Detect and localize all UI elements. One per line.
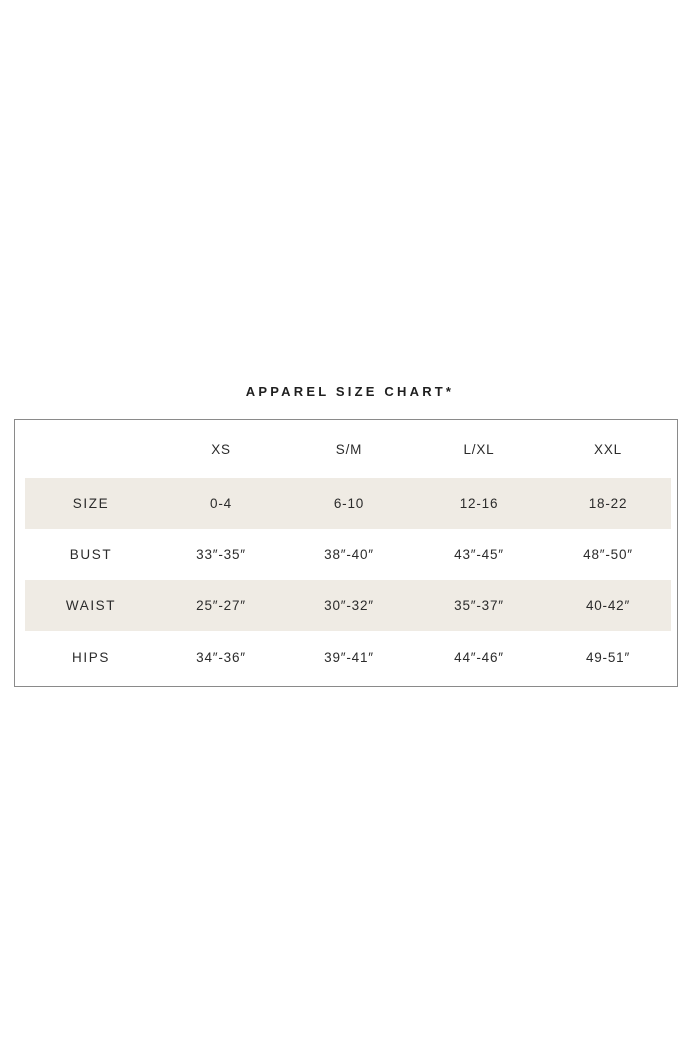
bust-xxl-value: 48″-50″ (583, 547, 633, 562)
waist-xs-value: 25″-27″ (196, 598, 246, 613)
bust-xs-value: 33″-35″ (196, 547, 246, 562)
header-xs: XS (211, 442, 231, 457)
hips-xxl-value: 49-51″ (585, 650, 631, 665)
table-row-size (25, 478, 671, 529)
table-row-waist (25, 580, 671, 631)
bust-lxl-value: 43″-45″ (454, 547, 504, 562)
size-chart-title: APPAREL SIZE CHART* (245, 384, 455, 399)
waist-lxl-value: 35″-37″ (454, 598, 504, 613)
row-label-waist: WAIST (65, 598, 117, 613)
header-row (25, 424, 671, 475)
hips-lxl-value: 44″-46″ (454, 650, 504, 665)
table-row-bust (25, 529, 671, 580)
size-xs-value: 0-4 (210, 496, 232, 511)
waist-sm-value: 30″-32″ (324, 598, 374, 613)
row-label-bust: BUST (69, 547, 113, 562)
header-sm: S/M (335, 442, 363, 457)
header-lxl: L/XL (463, 442, 495, 457)
waist-xxl-value: 40-42″ (585, 598, 631, 613)
header-blank-cell (25, 424, 157, 475)
hips-sm-value: 39″-41″ (324, 650, 374, 665)
size-lxl-value: 12-16 (459, 496, 499, 511)
header-xxl: XXL (594, 442, 622, 457)
table-row-hips (25, 632, 671, 683)
hips-xs-value: 34″-36″ (196, 650, 246, 665)
bust-sm-value: 38″-40″ (324, 547, 374, 562)
row-label-size: SIZE (72, 496, 110, 511)
size-xxl-value: 18-22 (588, 496, 628, 511)
row-label-hips: HIPS (72, 650, 110, 665)
size-chart-table (14, 419, 678, 687)
size-sm-value: 6-10 (333, 496, 365, 511)
